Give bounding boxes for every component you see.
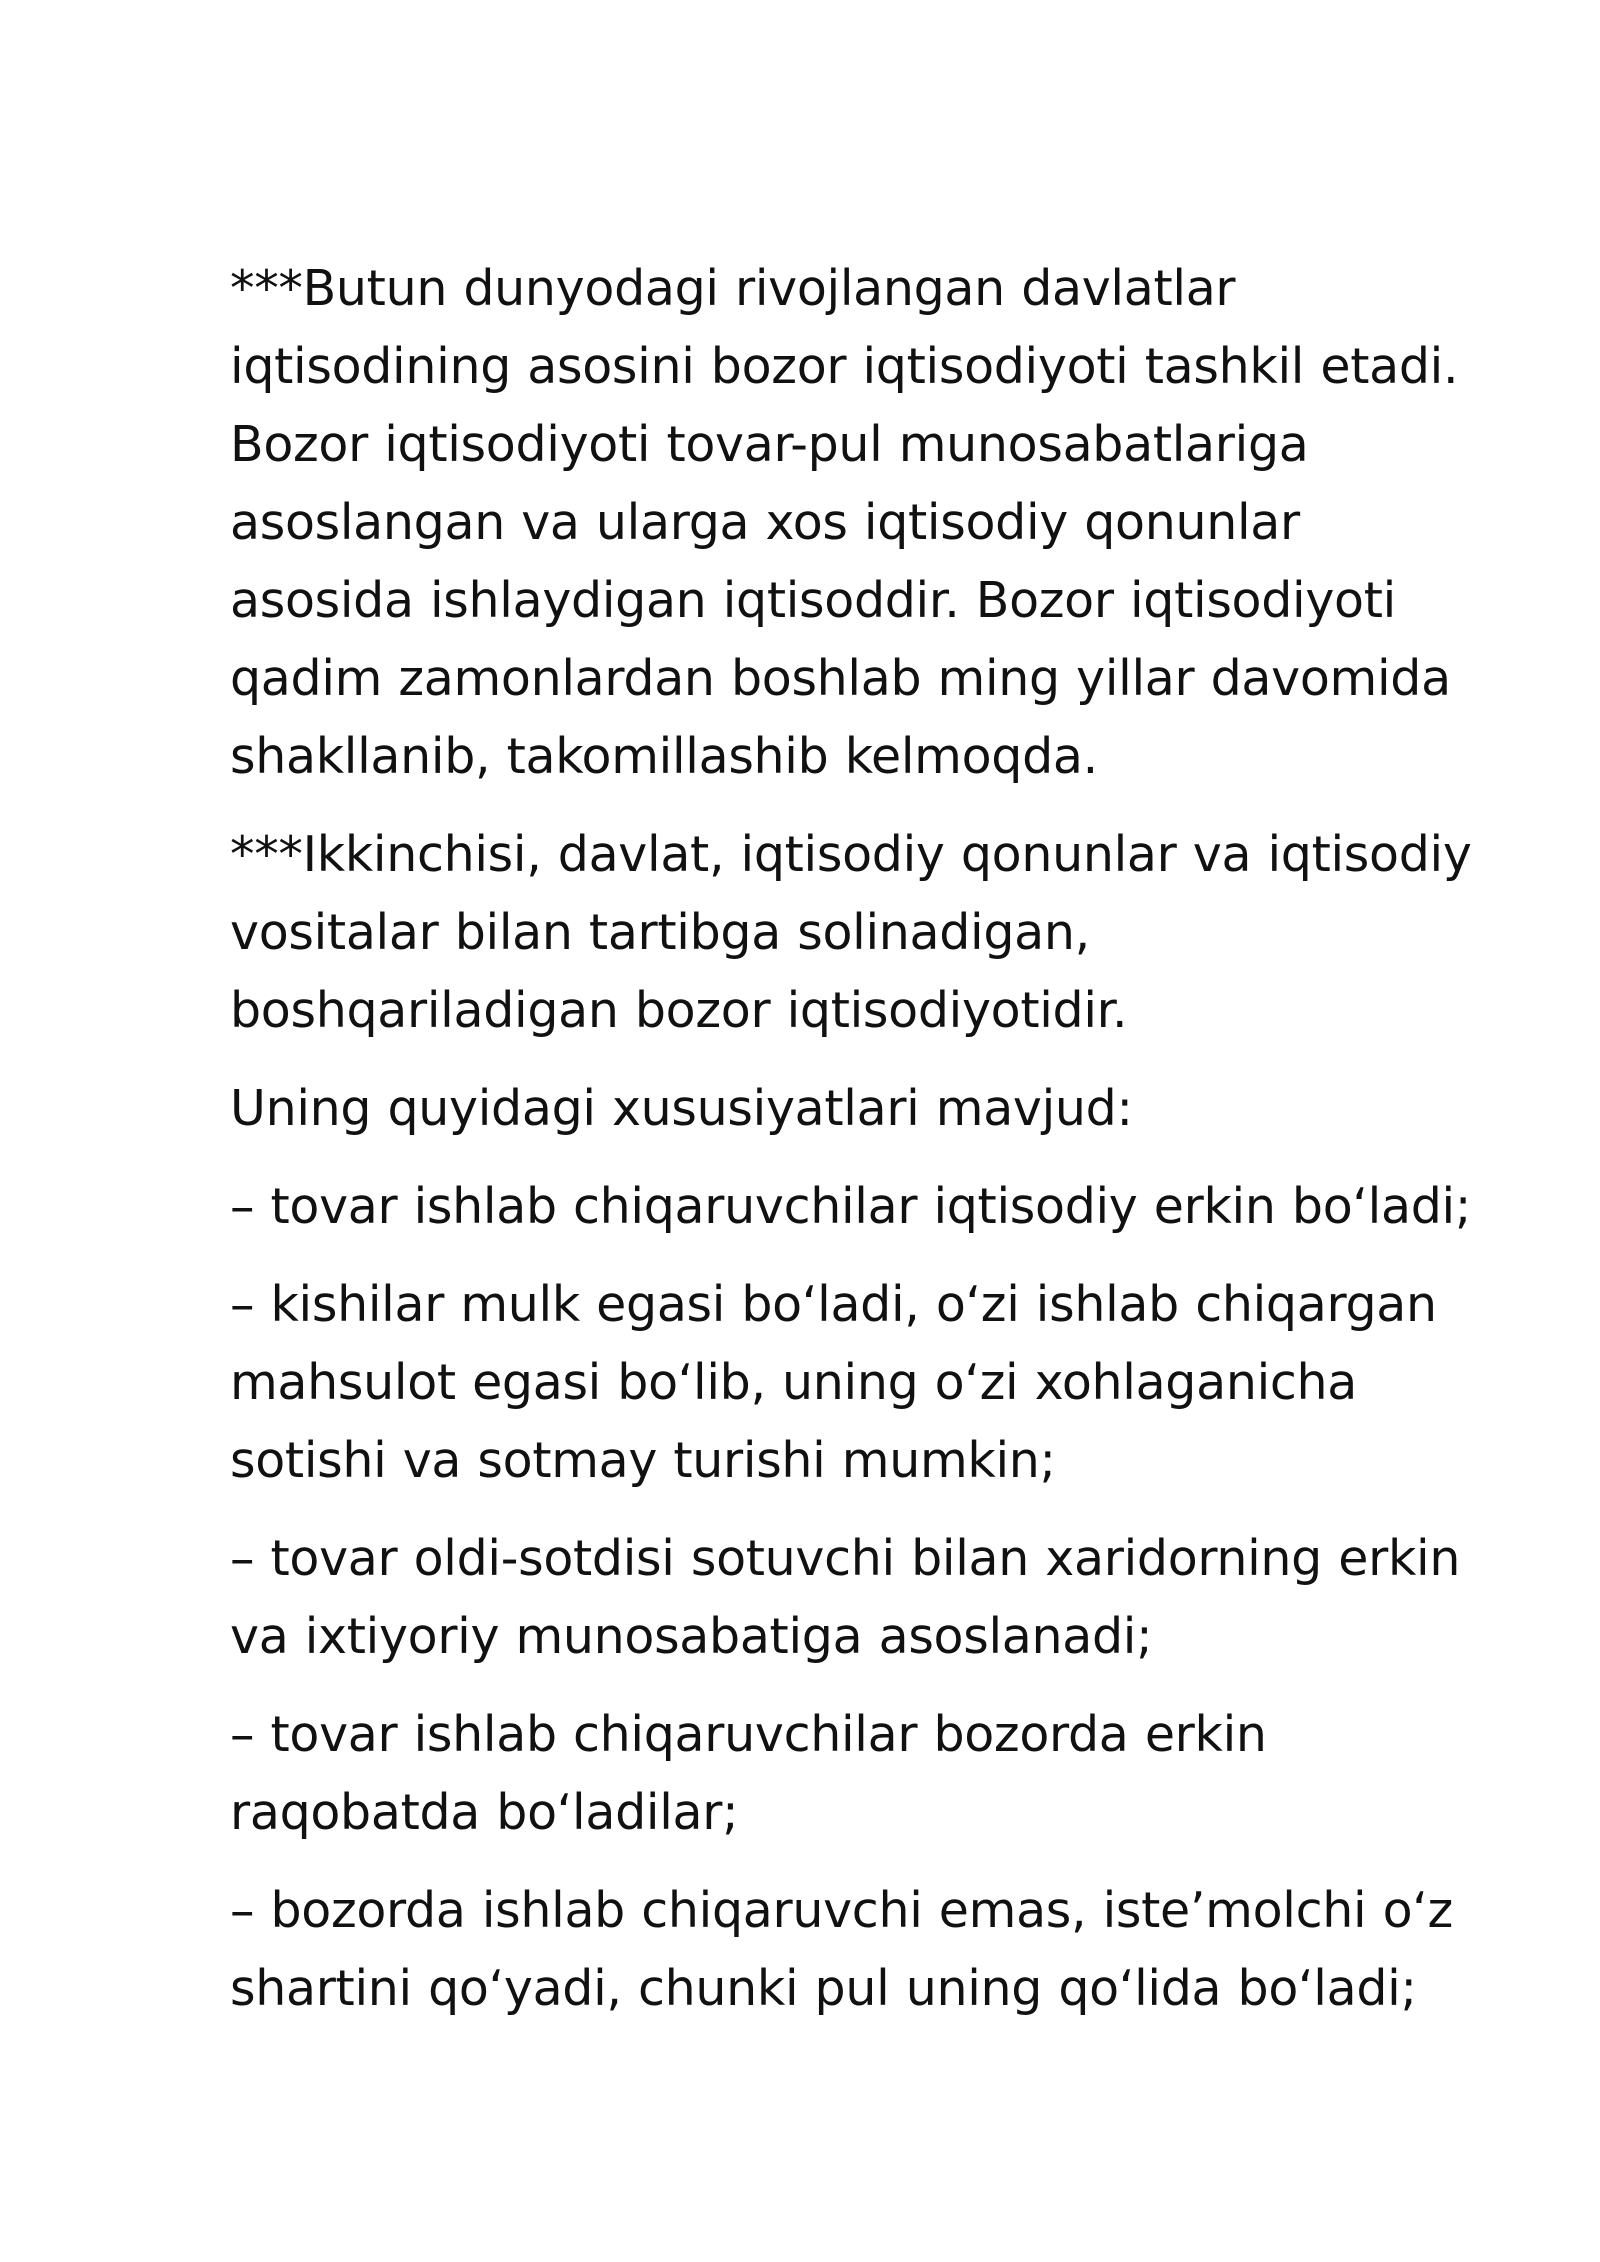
- list-item: – tovar ishlab chiqaruvchilar bozorda erkin raqobatda bo‘ladilar;: [230, 1706, 1267, 1841]
- list-item: – tovar oldi-sotdisi sotuvchi bilan xaridorning erkin va ixtiyoriy munosabatiga asoslanadi;: [230, 1530, 1461, 1665]
- list-item: – tovar ishlab chiqaruvchilar iqtisodiy erkin bo‘ladi;: [230, 1178, 1472, 1235]
- paragraph-features-heading: Uning quyidagi xususiyatlari mavjud:: [230, 1080, 1133, 1137]
- list-item: – bozorda ishlab chiqaruvchi emas, iste’molchi o‘z shartini qo‘yadi, chunki pul uning qo‘lida bo‘ladi;: [230, 1882, 1453, 2017]
- list-item: – kishilar mulk egasi bo‘ladi, o‘zi ishlab chiqargan mahsulot egasi bo‘lib, uning o‘zi xohlaganicha sotishi va sotmay turishi mumkin;: [230, 1276, 1437, 1489]
- paragraph-second: ***Ikkinchisi, davlat, iqtisodiy qonunlar va iqtisodiy vositalar bilan tartibga solinadigan, boshqariladigan bozor iqtisodiyotidir.: [230, 826, 1472, 1039]
- document-body: [230, 250, 1490, 2048]
- paragraph-intro: ***Butun dunyodagi rivojlangan davlatlar iqtisodining asosini bozor iqtisodiyoti tashkil etadi. Bozor iqtisodiyoti tovar-pul munosabatlariga asoslangan va ularga xos iqtisodiy qonunlar asosida ishlaydigan iqtisoddir. Bozor iqtisodiyoti qadim zamonlardan boshlab ming yillar davomida shakllanib, takomillashib kelmoqda.: [230, 260, 1459, 785]
